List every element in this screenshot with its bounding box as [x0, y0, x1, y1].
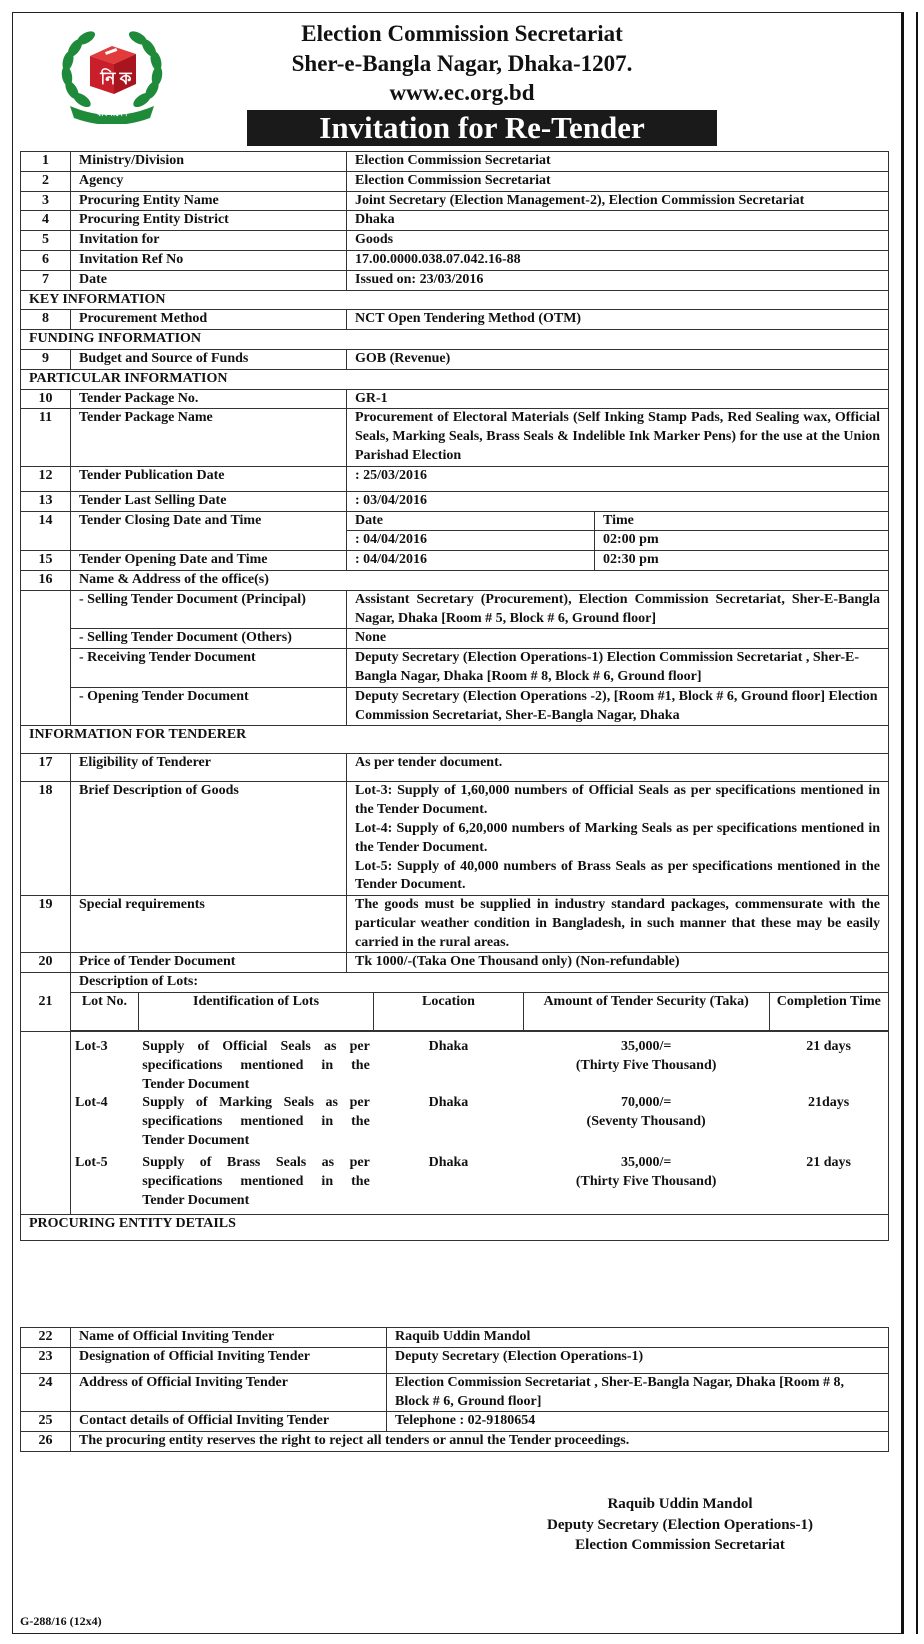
lot4-description: Lot-4: Supply of 6,20,000 numbers of Marking Seals as per specifications mentioned in the Tender Document. [355, 820, 880, 855]
lots-heading: Description of Lots: [79, 974, 198, 990]
table-row: 21 Description of Lots: Lot No. Identification of Lots Location Amount of Tender Security (Taka) Completion Time [21, 973, 889, 1032]
table-row: 17 Eligibility of Tenderer As per tender document. [21, 754, 889, 782]
section-heading: KEY INFORMATION [21, 290, 889, 310]
table-row: 26 The procuring entity reserves the right to reject all tenders or annul the Tender proceedings. [21, 1432, 889, 1452]
lots-body [71, 1032, 888, 1214]
table-row: 9 Budget and Source of Funds GOB (Revenue) [21, 349, 889, 369]
table-row: - Selling Tender Document (Principal) Assistant Secretary (Procurement), Election Commission Secretariat, Sher-E-Bangla Nagar, Dhaka [Room # 5, Block # 6, Ground floor] [21, 590, 889, 629]
table-row: 25 Contact details of Official Inviting Tender Telephone : 02-9180654 [21, 1412, 889, 1432]
lot-row: Lot-3 Supply of Official Seals as per specifications mentioned in the Tender Document Dhaka 35,000/= (Thirty Five Thousand) 21 days [75, 1039, 851, 1092]
signatory-designation: Deputy Secretary (Election Operations-1) [547, 1517, 813, 1533]
section-heading: FUNDING INFORMATION [21, 330, 889, 350]
page-title-banner: Invitation for Re-Tender [247, 110, 717, 146]
table-row: 12 Tender Publication Date : 25/03/2016 [21, 466, 889, 491]
logo-ribbon-text: বাংলাদেশ [96, 109, 128, 118]
table-row: 23 Designation of Official Inviting Tender Deputy Secretary (Election Operations-1) [21, 1347, 889, 1373]
table-row: 10 Tender Package No. GR-1 [21, 389, 889, 409]
table-row: : 04/04/2016 02:00 pm [21, 531, 889, 551]
tender-table [20, 151, 889, 1241]
table-row: 11 Tender Package Name Procurement of Electoral Materials (Self Inking Stamp Pads, Red Sealing wax, Official Seals, Marking Seals, Brass Seals & Indelible Ink Marker Pens) for the use at the Union Parishad Election [21, 409, 889, 466]
table-row: 15 Tender Opening Date and Time : 04/04/2016 02:30 pm [21, 551, 889, 571]
table-row: 2 Agency Election Commission Secretariat [21, 171, 889, 191]
logo-box-text: নি ক [100, 69, 132, 88]
publication-ref: G-288/16 (12x4) [20, 1614, 102, 1628]
table-row: - Selling Tender Document (Others) None [21, 629, 889, 649]
procuring-entity-table [20, 1327, 889, 1452]
table-row: 6 Invitation Ref No 17.00.0000.038.07.042.16-88 [21, 250, 889, 270]
lot-row: Lot-5 Supply of Brass Seals as per specifications mentioned in the Tender Document Dhaka 35,000/= (Thirty Five Thousand) 21 days [75, 1155, 851, 1209]
org-address: Sher-e-Bangla Nagar, Dhaka-1207. [291, 51, 633, 76]
lots-header-row: Lot No. Identification of Lots Location Amount of Tender Security (Taka) Completion Time [71, 993, 888, 1031]
right-margin-line [916, 12, 918, 1634]
table-row: 22 Name of Official Inviting Tender Raquib Uddin Mandol [21, 1328, 889, 1348]
table-row: 14 Tender Closing Date and Time Date Time [21, 511, 889, 531]
table-row: 16 Name & Address of the office(s) [21, 570, 889, 590]
signatory-office: Election Commission Secretariat [575, 1537, 785, 1553]
table-row: 1 Ministry/Division Election Commission Secretariat [21, 152, 889, 172]
table-row: 3 Procuring Entity Name Joint Secretary (Election Management-2), Election Commission Secretariat [21, 191, 889, 211]
table-row: 7 Date Issued on: 23/03/2016 [21, 270, 889, 290]
table-row: 19 Special requirements The goods must be supplied in industry standard packages, commensurate with the particular weather condition in Bangladesh, in such manner that these may be easily carried in the rural areas. [21, 896, 889, 953]
table-row: - Receiving Tender Document Deputy Secretary (Election Operations-1) Election Commission Secretariat , Sher-E-Bangla Nagar, Dhaka [Room # 8, Block # 6, Ground floor] [21, 649, 889, 688]
section-heading: INFORMATION FOR TENDERER [21, 726, 889, 754]
section-heading: PROCURING ENTITY DETAILS [21, 1215, 889, 1241]
table-row [21, 1032, 889, 1215]
lots-table [71, 992, 888, 1031]
org-name: Election Commission Secretariat [301, 21, 623, 46]
table-row: 4 Procuring Entity District Dhaka [21, 211, 889, 231]
lot-row: Lot-4 Supply of Marking Seals as per specifications mentioned in the Tender Document Dhaka 70,000/= (Seventy Thousand) 21days [75, 1095, 850, 1149]
table-row: 24 Address of Official Inviting Tender Election Commission Secretariat , Sher-E-Bangla Nagar, Dhaka [Room # 8, Block # 6, Ground floor] [21, 1373, 889, 1412]
lot5-description: Lot-5: Supply of 40,000 numbers of Brass Seals as per specifications mentioned in the Tender Document. [355, 858, 880, 893]
section-heading: PARTICULAR INFORMATION [21, 369, 889, 389]
table-row: 5 Invitation for Goods [21, 231, 889, 251]
table-row: 18 Brief Description of Goods Lot-3: Supply of 1,60,000 numbers of Official Seals as per specifications mentioned in the Tender Document. Lot-4: Supply of 6,20,000 numbers of Marking Seals as per specifications mentioned in the Tender Document. Lot-5: Supply of 40,000 numbers of Brass Seals as per specifications mentioned in the Tender Document. [21, 782, 889, 896]
org-website: www.ec.org.bd [389, 80, 535, 105]
table-row: 13 Tender Last Selling Date : 03/04/2016 [21, 491, 889, 511]
lot3-description: Lot-3: Supply of 1,60,000 numbers of Official Seals as per specifications mentioned in the Tender Document. [355, 783, 880, 818]
signatory-name: Raquib Uddin Mandol [607, 1496, 753, 1512]
table-row: 8 Procurement Method NCT Open Tendering Method (OTM) [21, 310, 889, 330]
table-row: 20 Price of Tender Document Tk 1000/-(Taka One Thousand only) (Non-refundable) [21, 953, 889, 973]
table-row: - Opening Tender Document Deputy Secretary (Election Operations -2), [Room #1, Block # 6, Ground floor] Election Commission Secretariat, Sher-E-Bangla Nagar, Dhaka [21, 687, 889, 726]
